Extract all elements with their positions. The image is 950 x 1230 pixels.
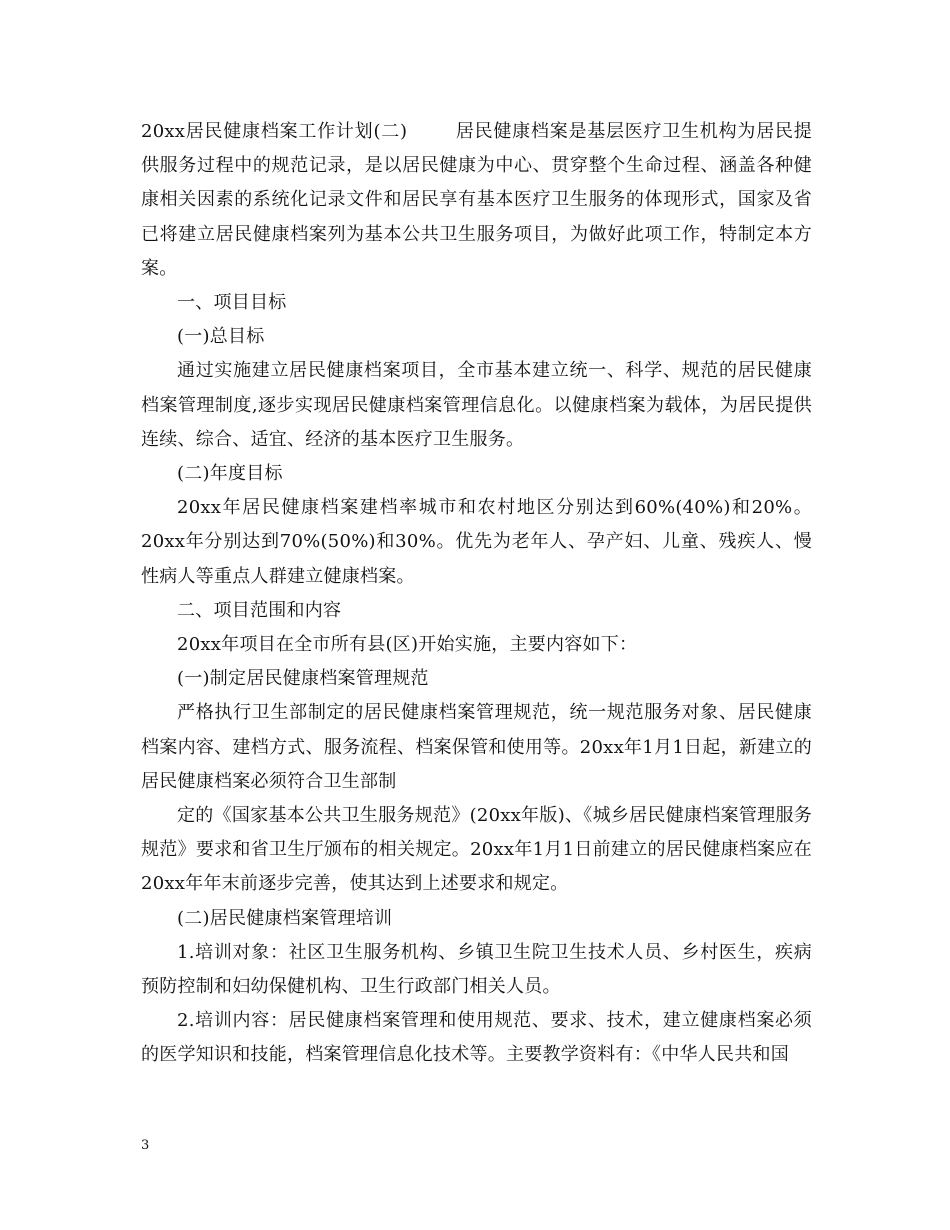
subsection-heading-overall-goal: (一)总目标 — [177, 326, 265, 348]
document-heading: 20xx居民健康档案工作计划(二) — [141, 121, 408, 142]
paragraph-training-targets: 1.培训对象：社区卫生服务机构、乡镇卫生院卫生技术人员、乡村医生，疾病预防控制和妇幼保健机构、卫生行政部门相关人员。 — [141, 941, 812, 998]
paragraph-management-spec-continued: 定的《国家基本公共卫生服务规范》(20xx年版)、《城乡居民健康档案管理服务规范》要求和省卫生厅颁布的相关规定。20xx年1月1日前建立的居民健康档案应在20xx年年末前逐步完善，使其达到上述要求和规定。 — [141, 805, 812, 895]
subsection-heading-management-spec: (一)制定居民健康档案管理规范 — [177, 668, 429, 690]
page-number: 3 — [141, 1138, 150, 1153]
document-body — [141, 115, 812, 1073]
paragraph-annual-goal: 20xx年居民健康档案建档率城市和农村地区分别达到60%(40%)和20%。20xx年分别达到70%(50%)和30%。优先为老年人、孕产妇、儿童、残疾人、慢性病人等重点人群建立健康档案。 — [141, 497, 812, 587]
paragraph-management-spec: 严格执行卫生部制定的居民健康档案管理规范，统一规范服务对象、居民健康档案内容、建档方式、服务流程、档案保管和使用等。20xx年1月1日起，新建立的居民健康档案必须符合卫生部制 — [141, 702, 812, 792]
paragraph-scope: 20xx年项目在全市所有县(区)开始实施，主要内容如下： — [177, 634, 638, 656]
subsection-heading-annual-goal: (二)年度目标 — [177, 463, 283, 485]
intro-text: 居民健康档案是基层医疗卫生机构为居民提供服务过程中的规范记录，是以居民健康为中心、贯穿整个生命过程、涵盖各种健康相关因素的系统化记录文件和居民享有基本医疗卫生服务的体现形式，国家及省已将建立居民健康档案列为基本公共卫生服务项目，为做好此项工作，特制定本方案。 — [141, 121, 812, 279]
subsection-heading-training: (二)居民健康档案管理培训 — [177, 907, 393, 929]
intro-paragraph — [141, 115, 812, 286]
paragraph-overall-goal: 通过实施建立居民健康档案项目，全市基本建立统一、科学、规范的居民健康档案管理制度,逐步实现居民健康档案管理信息化。以健康档案为载体，为居民提供连续、综合、适宜、经济的基本医疗卫生服务。 — [141, 360, 812, 450]
paragraph-training-content: 2.培训内容：居民健康档案管理和使用规范、要求、技术，建立健康档案必须的医学知识和技能，档案管理信息化技术等。主要教学资料有：《中华人民共和国 — [141, 1010, 812, 1066]
section-heading-scope-content: 二、项目范围和内容 — [177, 599, 342, 621]
section-heading-project-goals: 一、项目目标 — [177, 292, 287, 314]
